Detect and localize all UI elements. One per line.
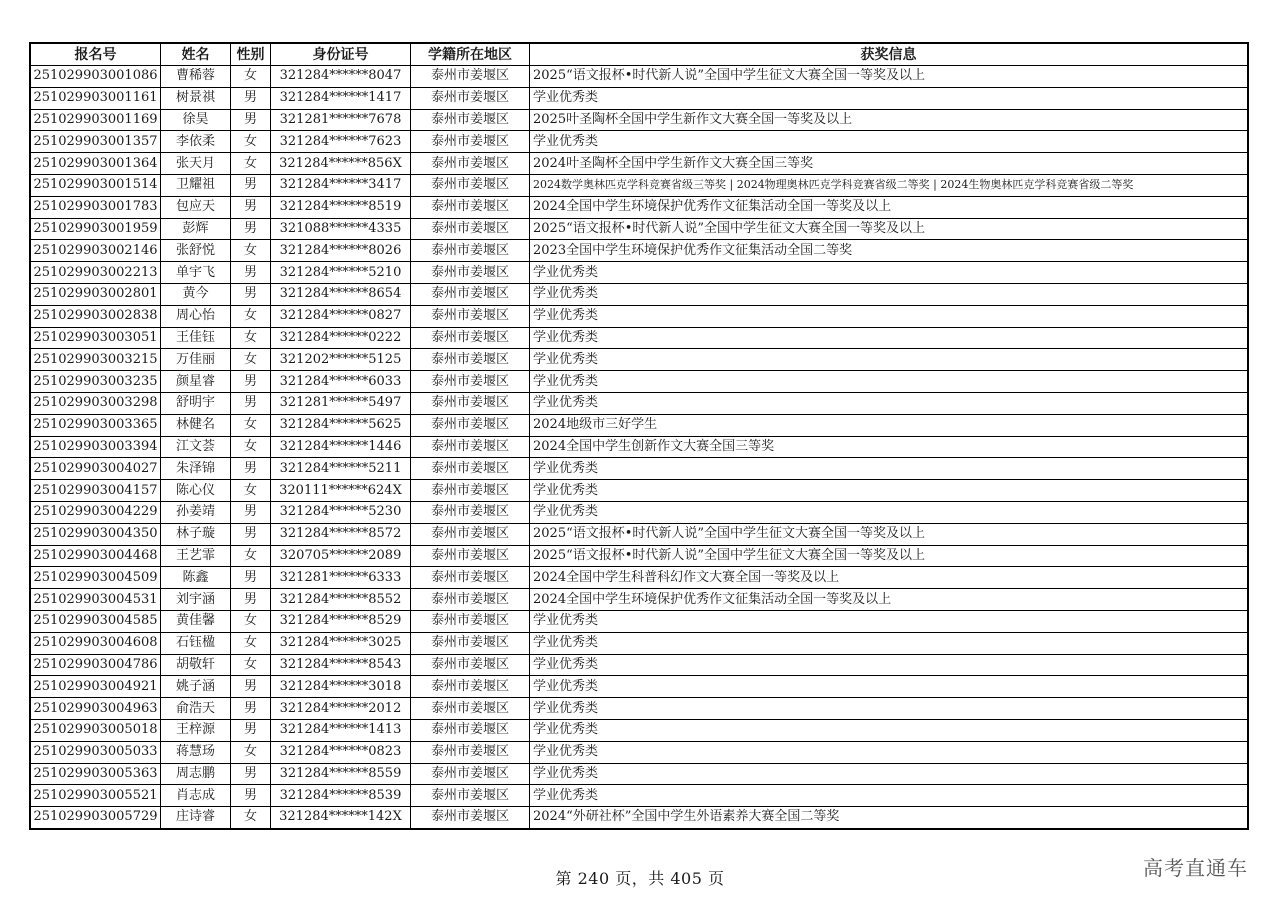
name-cell: 姚子涵 — [161, 676, 231, 698]
name-cell: 肖志成 — [161, 785, 231, 807]
region-cell: 泰州市姜堰区 — [411, 501, 530, 523]
id-number-cell: 321284******8047 — [271, 66, 411, 88]
id-number-cell: 321284******5230 — [271, 501, 411, 523]
region-cell: 泰州市姜堰区 — [411, 174, 530, 196]
id-number-cell: 320111******624X — [271, 480, 411, 502]
region-cell: 泰州市姜堰区 — [411, 632, 530, 654]
name-cell: 周志鹏 — [161, 763, 231, 785]
table-row — [31, 785, 1248, 807]
gender-cell: 男 — [231, 87, 271, 109]
gender-cell: 女 — [231, 610, 271, 632]
id-number-cell: 321284******3417 — [271, 174, 411, 196]
name-cell: 林健名 — [161, 414, 231, 436]
gender-cell: 女 — [231, 153, 271, 175]
name-cell: 孙姜靖 — [161, 501, 231, 523]
table-row — [31, 545, 1248, 567]
gender-cell: 男 — [231, 174, 271, 196]
id-number-cell: 321281******7678 — [271, 109, 411, 131]
award-info-cell: 学业优秀类 — [530, 501, 1248, 523]
registration-number-cell: 251029903003298 — [31, 392, 161, 414]
registration-number-cell: 251029903005363 — [31, 763, 161, 785]
table-row — [31, 676, 1248, 698]
id-number-cell: 321284******8529 — [271, 610, 411, 632]
award-info-cell: 学业优秀类 — [530, 719, 1248, 741]
name-cell: 曹稀蓉 — [161, 66, 231, 88]
header-registration-number: 报名号 — [31, 44, 161, 66]
id-number-cell: 321284******1417 — [271, 87, 411, 109]
name-cell: 包应天 — [161, 196, 231, 218]
id-number-cell: 321284******0827 — [271, 305, 411, 327]
registration-table — [30, 43, 1248, 829]
award-info-cell: 学业优秀类 — [530, 87, 1248, 109]
gender-cell: 男 — [231, 501, 271, 523]
gender-cell: 女 — [231, 654, 271, 676]
registration-number-cell: 251029903004350 — [31, 523, 161, 545]
id-number-cell: 321284******3025 — [271, 632, 411, 654]
registration-number-cell: 251029903005018 — [31, 719, 161, 741]
award-info-cell: 学业优秀类 — [530, 763, 1248, 785]
registration-number-cell: 251029903005729 — [31, 807, 161, 829]
gender-cell: 男 — [231, 763, 271, 785]
registration-number-cell: 251029903002801 — [31, 283, 161, 305]
name-cell: 黄今 — [161, 283, 231, 305]
id-number-cell: 321281******6333 — [271, 567, 411, 589]
gender-cell: 男 — [231, 196, 271, 218]
award-info-cell: 2024全国中学生创新作文大赛全国三等奖 — [530, 436, 1248, 458]
gender-cell: 男 — [231, 458, 271, 480]
table-header-row — [31, 44, 1248, 66]
award-info-cell: 2024全国中学生环境保护优秀作文征集活动全国一等奖及以上 — [530, 196, 1248, 218]
name-cell: 张舒悦 — [161, 240, 231, 262]
registration-number-cell: 251029903002838 — [31, 305, 161, 327]
registration-number-cell: 251029903001783 — [31, 196, 161, 218]
id-number-cell: 321284******5210 — [271, 262, 411, 284]
gender-cell: 男 — [231, 567, 271, 589]
registration-number-cell: 251029903004509 — [31, 567, 161, 589]
registration-number-cell: 251029903003235 — [31, 371, 161, 393]
registration-number-cell: 251029903004229 — [31, 501, 161, 523]
award-info-cell: 2025“语文报杯•时代新人说”全国中学生征文大赛全国一等奖及以上 — [530, 523, 1248, 545]
table-row — [31, 153, 1248, 175]
region-cell: 泰州市姜堰区 — [411, 458, 530, 480]
table-row — [31, 196, 1248, 218]
award-info-cell: 2024地级市三好学生 — [530, 414, 1248, 436]
registration-number-cell: 251029903005033 — [31, 741, 161, 763]
table-row — [31, 698, 1248, 720]
table-row — [31, 480, 1248, 502]
name-cell: 卫耀祖 — [161, 174, 231, 196]
registration-number-cell: 251029903003365 — [31, 414, 161, 436]
id-number-cell: 321284******5625 — [271, 414, 411, 436]
gender-cell: 女 — [231, 480, 271, 502]
award-info-cell: 学业优秀类 — [530, 262, 1248, 284]
name-cell: 李依柔 — [161, 131, 231, 153]
registration-number-cell: 251029903003051 — [31, 327, 161, 349]
registration-number-cell: 251029903004921 — [31, 676, 161, 698]
table-row — [31, 66, 1248, 88]
id-number-cell: 321284******2012 — [271, 698, 411, 720]
name-cell: 树景祺 — [161, 87, 231, 109]
registration-number-cell: 251029903001514 — [31, 174, 161, 196]
registration-number-cell: 251029903004157 — [31, 480, 161, 502]
region-cell: 泰州市姜堰区 — [411, 719, 530, 741]
registration-number-cell: 251029903001161 — [31, 87, 161, 109]
id-number-cell: 320705******2089 — [271, 545, 411, 567]
id-number-cell: 321284******7623 — [271, 131, 411, 153]
id-number-cell: 321284******8559 — [271, 763, 411, 785]
name-cell: 俞浩天 — [161, 698, 231, 720]
registration-number-cell: 251029903004608 — [31, 632, 161, 654]
award-info-cell: 学业优秀类 — [530, 349, 1248, 371]
id-number-cell: 321284******5211 — [271, 458, 411, 480]
award-info-cell: 2024全国中学生环境保护优秀作文征集活动全国一等奖及以上 — [530, 589, 1248, 611]
registration-number-cell: 251029903004786 — [31, 654, 161, 676]
region-cell: 泰州市姜堰区 — [411, 567, 530, 589]
table-body — [31, 66, 1248, 829]
region-cell: 泰州市姜堰区 — [411, 414, 530, 436]
award-info-cell: 学业优秀类 — [530, 283, 1248, 305]
id-number-cell: 321202******5125 — [271, 349, 411, 371]
table-row — [31, 610, 1248, 632]
name-cell: 万佳丽 — [161, 349, 231, 371]
award-info-cell: 学业优秀类 — [530, 327, 1248, 349]
name-cell: 陈心仪 — [161, 480, 231, 502]
table-row — [31, 567, 1248, 589]
gender-cell: 男 — [231, 283, 271, 305]
registration-number-cell: 251029903003215 — [31, 349, 161, 371]
name-cell: 舒明宇 — [161, 392, 231, 414]
region-cell: 泰州市姜堰区 — [411, 66, 530, 88]
table-row — [31, 240, 1248, 262]
region-cell: 泰州市姜堰区 — [411, 545, 530, 567]
gender-cell: 男 — [231, 698, 271, 720]
award-info-cell: 学业优秀类 — [530, 610, 1248, 632]
id-number-cell: 321284******1413 — [271, 719, 411, 741]
id-number-cell: 321284******8543 — [271, 654, 411, 676]
name-cell: 颜星睿 — [161, 371, 231, 393]
id-number-cell: 321284******856X — [271, 153, 411, 175]
gender-cell: 男 — [231, 589, 271, 611]
registration-number-cell: 251029903001364 — [31, 153, 161, 175]
id-number-cell: 321284******8026 — [271, 240, 411, 262]
registration-number-cell: 251029903001357 — [31, 131, 161, 153]
region-cell: 泰州市姜堰区 — [411, 763, 530, 785]
gender-cell: 男 — [231, 523, 271, 545]
page-number: 第 240 页，共 405 页 — [555, 869, 725, 888]
id-number-cell: 321284******8519 — [271, 196, 411, 218]
table-row — [31, 458, 1248, 480]
header-region: 学籍所在地区 — [411, 44, 530, 66]
region-cell: 泰州市姜堰区 — [411, 196, 530, 218]
name-cell: 石钰楹 — [161, 632, 231, 654]
registration-number-cell: 251029903005521 — [31, 785, 161, 807]
region-cell: 泰州市姜堰区 — [411, 371, 530, 393]
id-number-cell: 321284******8539 — [271, 785, 411, 807]
name-cell: 王佳钰 — [161, 327, 231, 349]
gender-cell: 女 — [231, 545, 271, 567]
gender-cell: 女 — [231, 741, 271, 763]
gender-cell: 女 — [231, 807, 271, 829]
table-row — [31, 392, 1248, 414]
registration-number-cell: 251029903004963 — [31, 698, 161, 720]
table-row — [31, 262, 1248, 284]
id-number-cell: 321284******3018 — [271, 676, 411, 698]
name-cell: 单宇飞 — [161, 262, 231, 284]
award-info-cell: 学业优秀类 — [530, 131, 1248, 153]
table-row — [31, 371, 1248, 393]
id-number-cell: 321284******8572 — [271, 523, 411, 545]
name-cell: 林子璇 — [161, 523, 231, 545]
id-number-cell: 321088******4335 — [271, 218, 411, 240]
award-info-cell: 学业优秀类 — [530, 654, 1248, 676]
name-cell: 王梓源 — [161, 719, 231, 741]
award-info-cell: 2025叶圣陶杯全国中学生新作文大赛全国一等奖及以上 — [530, 109, 1248, 131]
region-cell: 泰州市姜堰区 — [411, 523, 530, 545]
registration-number-cell: 251029903004468 — [31, 545, 161, 567]
registration-number-cell: 251029903002213 — [31, 262, 161, 284]
id-number-cell: 321284******6033 — [271, 371, 411, 393]
region-cell: 泰州市姜堰区 — [411, 698, 530, 720]
id-number-cell: 321281******5497 — [271, 392, 411, 414]
gender-cell: 女 — [231, 66, 271, 88]
gender-cell: 男 — [231, 371, 271, 393]
region-cell: 泰州市姜堰区 — [411, 262, 530, 284]
region-cell: 泰州市姜堰区 — [411, 131, 530, 153]
gender-cell: 女 — [231, 436, 271, 458]
table-row — [31, 414, 1248, 436]
gender-cell: 女 — [231, 327, 271, 349]
table-row — [31, 174, 1248, 196]
table-row — [31, 589, 1248, 611]
region-cell: 泰州市姜堰区 — [411, 327, 530, 349]
table-row — [31, 327, 1248, 349]
table-row — [31, 523, 1248, 545]
table-row — [31, 807, 1248, 829]
region-cell: 泰州市姜堰区 — [411, 392, 530, 414]
registration-number-cell: 251029903004585 — [31, 610, 161, 632]
award-info-cell: 学业优秀类 — [530, 632, 1248, 654]
award-info-cell: 学业优秀类 — [530, 305, 1248, 327]
registration-number-cell: 251029903004027 — [31, 458, 161, 480]
award-info-cell: 2024数学奥林匹克学科竞赛省级三等奖 | 2024物理奥林匹克学科竞赛省级二等奖 | 2024生物奥林匹克学科竞赛省级二等奖 — [530, 174, 1248, 196]
region-cell: 泰州市姜堰区 — [411, 807, 530, 829]
region-cell: 泰州市姜堰区 — [411, 741, 530, 763]
registration-number-cell: 251029903003394 — [31, 436, 161, 458]
gender-cell: 男 — [231, 262, 271, 284]
region-cell: 泰州市姜堰区 — [411, 109, 530, 131]
gender-cell: 男 — [231, 676, 271, 698]
registration-number-cell: 251029903001959 — [31, 218, 161, 240]
name-cell: 周心怡 — [161, 305, 231, 327]
award-info-cell: 2024全国中学生科普科幻作文大赛全国一等奖及以上 — [530, 567, 1248, 589]
award-info-cell: 2025“语文报杯•时代新人说”全国中学生征文大赛全国一等奖及以上 — [530, 66, 1248, 88]
registration-number-cell: 251029903002146 — [31, 240, 161, 262]
table-row — [31, 87, 1248, 109]
region-cell: 泰州市姜堰区 — [411, 240, 530, 262]
award-info-cell: 2024叶圣陶杯全国中学生新作文大赛全国三等奖 — [530, 153, 1248, 175]
name-cell: 王艺霏 — [161, 545, 231, 567]
gender-cell: 男 — [231, 218, 271, 240]
award-info-cell: 学业优秀类 — [530, 371, 1248, 393]
watermark-logo: 高考直通车 — [1143, 856, 1248, 880]
id-number-cell: 321284******0823 — [271, 741, 411, 763]
header-gender: 性别 — [231, 44, 271, 66]
table-row — [31, 654, 1248, 676]
registration-number-cell: 251029903004531 — [31, 589, 161, 611]
award-info-cell: 2025“语文报杯•时代新人说”全国中学生征文大赛全国一等奖及以上 — [530, 545, 1248, 567]
registration-number-cell: 251029903001169 — [31, 109, 161, 131]
region-cell: 泰州市姜堰区 — [411, 87, 530, 109]
region-cell: 泰州市姜堰区 — [411, 610, 530, 632]
table-row — [31, 305, 1248, 327]
award-info-cell: 学业优秀类 — [530, 676, 1248, 698]
id-number-cell: 321284******0222 — [271, 327, 411, 349]
id-number-cell: 321284******8552 — [271, 589, 411, 611]
name-cell: 胡敬轩 — [161, 654, 231, 676]
table-row — [31, 741, 1248, 763]
award-info-cell: 2023全国中学生环境保护优秀作文征集活动全国二等奖 — [530, 240, 1248, 262]
region-cell: 泰州市姜堰区 — [411, 785, 530, 807]
table-row — [31, 283, 1248, 305]
award-info-cell: 学业优秀类 — [530, 785, 1248, 807]
region-cell: 泰州市姜堰区 — [411, 654, 530, 676]
header-id-number: 身份证号 — [271, 44, 411, 66]
table-row — [31, 501, 1248, 523]
table-row — [31, 131, 1248, 153]
region-cell: 泰州市姜堰区 — [411, 480, 530, 502]
award-info-cell: 2025“语文报杯•时代新人说”全国中学生征文大赛全国一等奖及以上 — [530, 218, 1248, 240]
region-cell: 泰州市姜堰区 — [411, 283, 530, 305]
award-info-cell: 学业优秀类 — [530, 698, 1248, 720]
gender-cell: 女 — [231, 414, 271, 436]
header-name: 姓名 — [161, 44, 231, 66]
region-cell: 泰州市姜堰区 — [411, 676, 530, 698]
name-cell: 徐昊 — [161, 109, 231, 131]
gender-cell: 男 — [231, 719, 271, 741]
name-cell: 江文荟 — [161, 436, 231, 458]
name-cell: 刘宇涵 — [161, 589, 231, 611]
gender-cell: 男 — [231, 785, 271, 807]
gender-cell: 男 — [231, 392, 271, 414]
award-info-cell: 学业优秀类 — [530, 458, 1248, 480]
table-row — [31, 349, 1248, 371]
gender-cell: 女 — [231, 632, 271, 654]
name-cell: 彭辉 — [161, 218, 231, 240]
name-cell: 蒋慧玚 — [161, 741, 231, 763]
table-row — [31, 109, 1248, 131]
id-number-cell: 321284******1446 — [271, 436, 411, 458]
award-info-cell: 学业优秀类 — [530, 480, 1248, 502]
table-row — [31, 632, 1248, 654]
region-cell: 泰州市姜堰区 — [411, 305, 530, 327]
id-number-cell: 321284******142X — [271, 807, 411, 829]
region-cell: 泰州市姜堰区 — [411, 436, 530, 458]
gender-cell: 女 — [231, 240, 271, 262]
award-info-cell: 学业优秀类 — [530, 741, 1248, 763]
name-cell: 黄佳馨 — [161, 610, 231, 632]
award-info-cell: 2024“外研社杯”全国中学生外语素养大赛全国二等奖 — [530, 807, 1248, 829]
table-row — [31, 719, 1248, 741]
name-cell: 朱泽锦 — [161, 458, 231, 480]
gender-cell: 女 — [231, 131, 271, 153]
gender-cell: 女 — [231, 305, 271, 327]
gender-cell: 女 — [231, 349, 271, 371]
name-cell: 庄诗睿 — [161, 807, 231, 829]
header-award-info: 获奖信息 — [530, 44, 1248, 66]
table-row — [31, 763, 1248, 785]
region-cell: 泰州市姜堰区 — [411, 218, 530, 240]
region-cell: 泰州市姜堰区 — [411, 153, 530, 175]
region-cell: 泰州市姜堰区 — [411, 589, 530, 611]
table-row — [31, 218, 1248, 240]
id-number-cell: 321284******8654 — [271, 283, 411, 305]
region-cell: 泰州市姜堰区 — [411, 349, 530, 371]
name-cell: 陈鑫 — [161, 567, 231, 589]
name-cell: 张天月 — [161, 153, 231, 175]
table-row — [31, 436, 1248, 458]
gender-cell: 男 — [231, 109, 271, 131]
award-info-cell: 学业优秀类 — [530, 392, 1248, 414]
registration-number-cell: 251029903001086 — [31, 66, 161, 88]
